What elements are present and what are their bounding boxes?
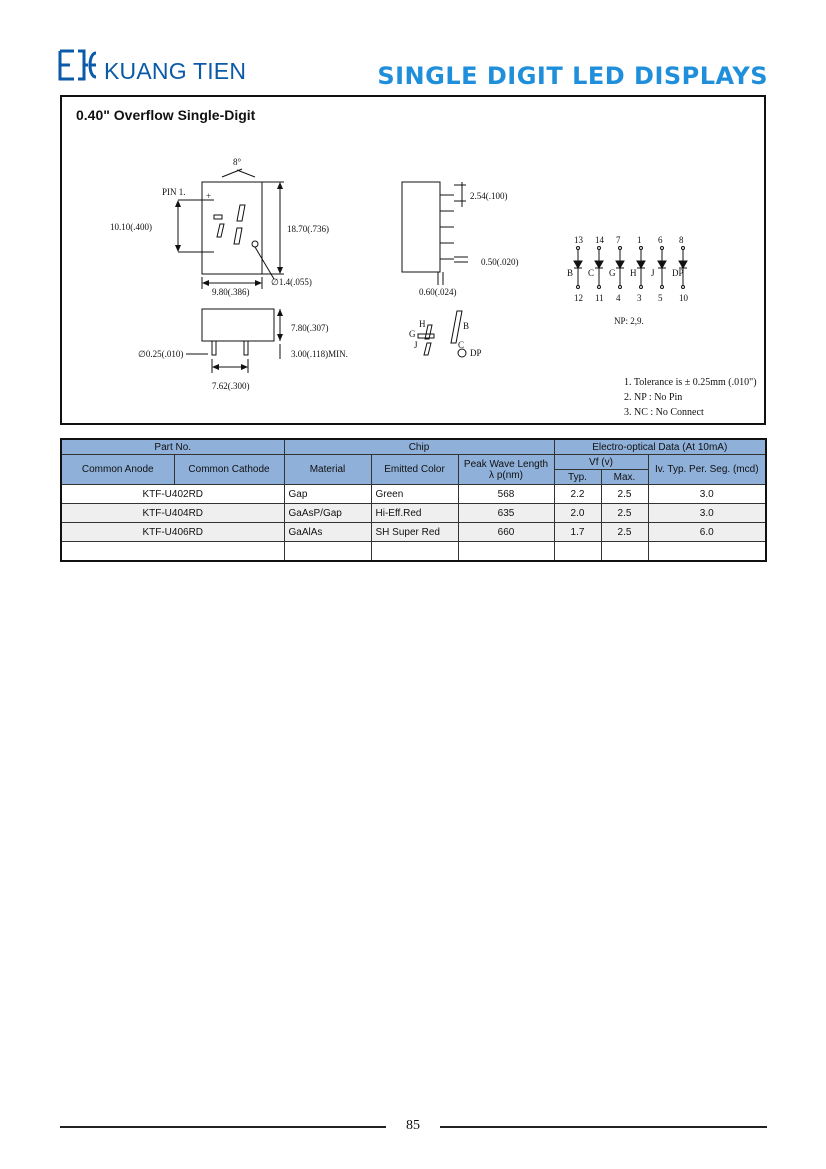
material-cell: GaAlAs [284,523,371,542]
pin-dot [598,286,601,289]
seg-dp-label: DP [470,348,482,358]
spec-table [60,438,767,562]
footer-rule-right [440,1126,767,1128]
typ-cell: 2.2 [554,485,601,504]
circuit-diagram [567,235,689,303]
body-h-label: 7.80(.307) [291,323,329,333]
bottom-pin-label: 11 [595,293,604,303]
diode-icon [595,261,603,268]
material-cell: GaAsP/Gap [284,504,371,523]
emitted-color-header: Emitted Color [371,455,458,485]
wave-cell: 660 [458,523,554,542]
diode-icon [574,261,582,268]
digit-height-label: 10.10(.400) [110,222,152,232]
common-cathode-header: Common Cathode [174,455,284,485]
top-pin-label: 6 [658,235,663,245]
bottom-view [186,309,280,373]
pin-w-label: 0.60(.024) [419,287,457,297]
diode-icon [658,261,666,268]
seg-j-label: J [414,340,418,350]
footer-rule-left [60,1126,386,1128]
bottom-pin-label: 3 [637,293,642,303]
diode-icon [616,261,624,268]
top-pin-label: 13 [574,235,583,245]
bottom-pin-label: 4 [616,293,621,303]
seg-h-label: H [419,319,426,329]
note-tolerance: 1. Tolerance is ± 0.25mm (.010") [624,377,757,388]
iv-cell: 3.0 [648,485,766,504]
note-np: 2. NP : No Pin [624,392,683,403]
kuang-tien-logo-icon [58,48,98,82]
dp-dia-label: ∅1.4(.055) [271,277,312,287]
table-row [61,485,766,504]
diode-icon [679,261,687,268]
part-cell: KTF-U406RD [61,523,284,542]
typ-cell: 2.0 [554,504,601,523]
page-title: SINGLE DIGIT LED DISPLAYS [377,62,768,90]
vf-max-header: Max. [601,470,648,485]
vf-header: Vf (v) [554,455,648,470]
iv-cell: 6.0 [648,523,766,542]
bottom-pin-label: 12 [574,293,583,303]
segment-label: B [567,268,574,278]
pitch-label: 2.54(.100) [470,191,508,201]
iv-cell: 3.0 [648,504,766,523]
side-view [402,182,468,285]
common-anode-header: Common Anode [61,455,174,485]
part-cell: KTF-U402RD [61,485,284,504]
table-row-empty [61,542,766,562]
width-label: 9.80(.386) [212,287,250,297]
chip-header: Chip [284,439,554,455]
wave-cell: 635 [458,504,554,523]
plus-mark: + [206,191,212,201]
pin-thk-label: 0.50(.020) [481,257,519,267]
material-cell: Gap [284,485,371,504]
height-label: 18.70(.736) [287,224,329,234]
pin-dot [577,286,580,289]
pin-dot [661,286,664,289]
max-cell: 2.5 [601,485,648,504]
top-pin-label: 8 [679,235,684,245]
segment-label: G [609,268,616,278]
wave-cell: 568 [458,485,554,504]
vf-typ-header: Typ. [554,470,601,485]
part-no-header: Part No. [61,439,284,455]
peak-wave-header: Peak Wave Length λ p(nm) [458,455,554,485]
drawing-heading: 0.40" Overflow Single-Digit [76,107,256,123]
max-cell: 2.5 [601,523,648,542]
pin-dot [640,286,643,289]
table-row [61,504,766,523]
material-header: Material [284,455,371,485]
seg-g-label: G [409,329,416,339]
color-cell: SH Super Red [371,523,458,542]
typ-cell: 1.7 [554,523,601,542]
segment-label: H [630,268,637,278]
seg-c-label: C [458,340,465,350]
max-cell: 2.5 [601,504,648,523]
row-spacing-label: 7.62(.300) [212,381,250,391]
top-pin-label: 1 [637,235,642,245]
iv-header: Iv. Typ. Per. Seg. (mcd) [648,455,766,485]
pin1-label: PIN 1. [162,187,186,197]
bottom-pin-label: 5 [658,293,663,303]
seg-b-label: B [463,321,470,331]
segment-diagram [418,311,466,357]
note-nc: 3. NC : No Connect [624,407,704,418]
page-number: 85 [406,1118,420,1133]
pin-len-label: 3.00(.118)MIN. [291,349,348,359]
segment-label: J [651,268,655,278]
bottom-pin-label: 10 [679,293,688,303]
np-label: NP: 2,9. [614,316,644,326]
pin-dia-label: ∅0.25(.010) [138,349,184,359]
electro-header: Electro-optical Data (At 10mA) [554,439,766,455]
front-view [178,169,284,289]
segment-label: DP [672,268,684,278]
table-row [61,523,766,542]
pin-dot [619,286,622,289]
top-pin-label: 14 [595,235,604,245]
diode-icon [637,261,645,268]
part-cell: KTF-U404RD [61,504,284,523]
top-pin-label: 7 [616,235,621,245]
color-cell: Green [371,485,458,504]
color-cell: Hi-Eff.Red [371,504,458,523]
angle-label: 8° [233,157,242,167]
segment-label: C [588,268,595,278]
pin-dot [682,286,685,289]
notes-block [624,375,757,420]
drawing-frame [60,95,766,425]
brand-name: KUANG TIEN [104,58,247,84]
